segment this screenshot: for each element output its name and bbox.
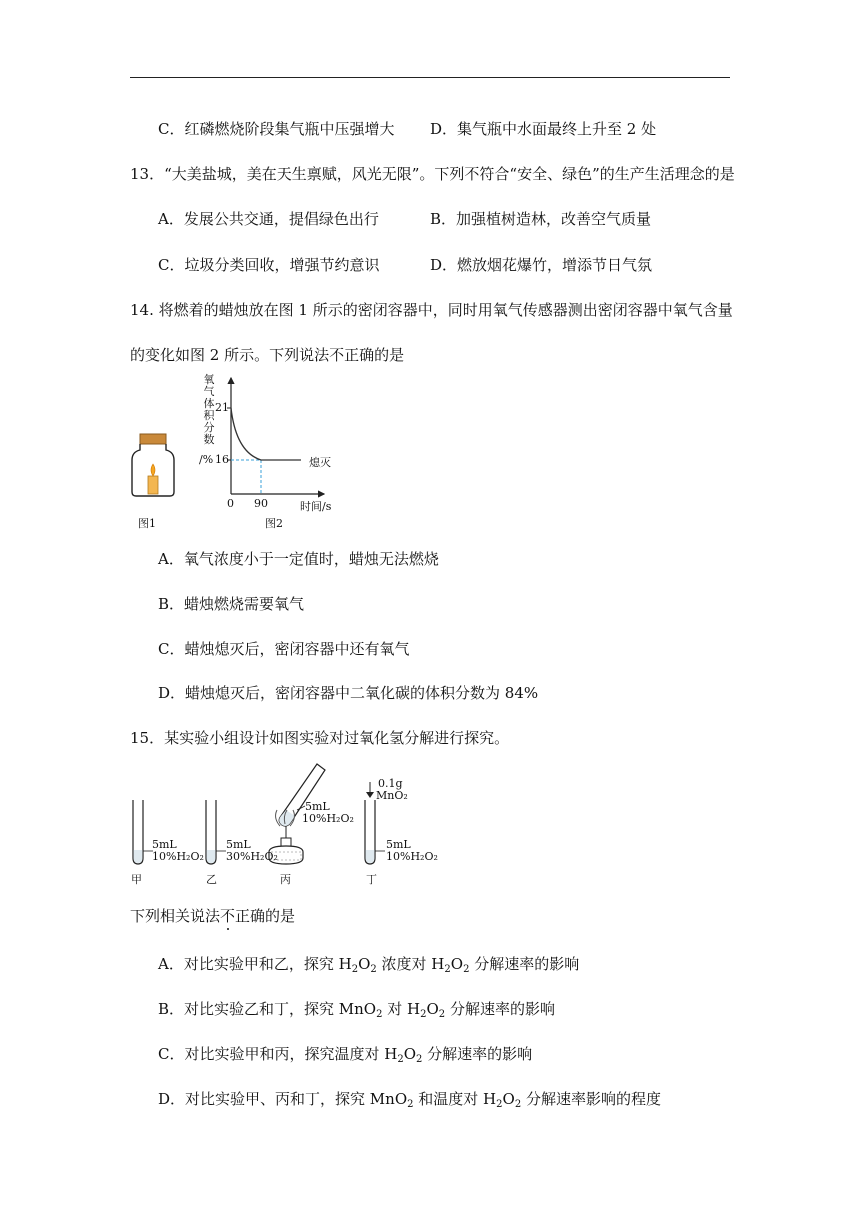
tube-jia-label: 甲 — [131, 873, 142, 886]
q13-option-c: C．垃圾分类回收，增强节约意识 — [158, 256, 380, 274]
subscript: 2 — [514, 1099, 522, 1110]
tube-bing-label: 丙 — [280, 873, 291, 886]
subscript: 2 — [496, 1099, 503, 1110]
test-tube-jia-icon — [133, 800, 153, 864]
candle-icon — [148, 476, 158, 494]
graph-y-tick-21: 21 — [215, 401, 229, 414]
q15-option-c — [158, 1043, 532, 1064]
ylabel-char: 分 — [203, 421, 215, 434]
tube-yi-conc: 30%H₂O₂ — [226, 850, 278, 863]
subscript: 2 — [397, 1054, 404, 1065]
followup-emphasis: 不 — [220, 907, 236, 925]
followup-pre: 下列相关说法 — [130, 907, 221, 925]
subscript: 2 — [376, 1009, 383, 1020]
tube-ding-conc: 10%H₂O₂ — [386, 850, 438, 863]
text: O — [502, 1090, 515, 1108]
tube-yi-vol: 5mL — [226, 838, 251, 851]
jar-cork-icon — [140, 434, 166, 444]
text: O — [358, 955, 371, 973]
text: 对 H — [382, 1000, 421, 1018]
q14-option-c: C．蜡烛熄灭后，密闭容器中还有氧气 — [158, 640, 410, 658]
text: D．对比实验甲、丙和丁，探究 MnO — [158, 1090, 408, 1108]
subscript: 2 — [444, 964, 451, 975]
text: 分解速率的影响 — [445, 1000, 555, 1018]
tube-ding-vol: 5mL — [386, 838, 411, 851]
ylabel-char: 积 — [203, 409, 215, 422]
text: 分解速率的影响 — [422, 1045, 533, 1063]
subscript: 2 — [463, 964, 470, 975]
q13-option-a: A．发展公共交通，提倡绿色出行 — [158, 210, 379, 228]
q14-stem-line2: 的变化如图 2 所示。下列说法不正确的是 — [130, 346, 405, 364]
text: 分解速率的影响 — [469, 955, 580, 973]
tube-jia-vol: 5mL — [152, 838, 177, 851]
text: 和温度对 H — [413, 1090, 497, 1108]
tube-jia-conc: 10%H₂O₂ — [152, 850, 204, 863]
graph-x-tick-90: 90 — [254, 497, 268, 510]
tube-yi-label: 乙 — [206, 873, 217, 886]
figure-2-oxygen-graph — [196, 372, 346, 512]
q13-option-b: B．加强植树造林，改善空气质量 — [430, 210, 652, 228]
tube-ding-add-mass: 0.1g — [378, 777, 403, 790]
text: B．对比实验乙和丁，探究 MnO — [158, 1000, 377, 1018]
header-rule — [130, 77, 730, 78]
flame-icon — [151, 464, 155, 476]
ylabel-char: 气 — [203, 385, 215, 398]
ylabel-char: 体 — [203, 397, 215, 410]
q12-option-c: C．红磷燃烧阶段集气瓶中压强增大 — [158, 120, 395, 138]
test-tube-yi-icon — [206, 800, 226, 864]
ylabel-char: 数 — [203, 433, 215, 446]
figure-1-label: 图1 — [138, 517, 156, 530]
q15-option-b — [158, 998, 555, 1019]
q14-option-a: A．氧气浓度小于一定值时，蜡烛无法燃烧 — [158, 550, 439, 568]
subscript: 2 — [407, 1099, 414, 1110]
figure-2-label: 图2 — [265, 517, 283, 530]
subscript: 2 — [438, 1009, 446, 1020]
tube-bing-vol: 5mL — [305, 800, 330, 813]
subscript: 2 — [420, 1009, 427, 1020]
q13-option-d: D．燃放烟花爆竹，增添节日气氛 — [430, 256, 653, 274]
text: 浓度对 H — [376, 955, 445, 973]
text: C．对比实验甲和丙，探究温度对 H — [158, 1045, 398, 1063]
q15-followup — [130, 905, 295, 926]
graph-annotation-extinguished: 熄灭 — [309, 456, 331, 469]
q14-option-b: B．蜡烛燃烧需要氧气 — [158, 595, 305, 613]
q14-stem-line1: 14. 将燃着的蜡烛放在图 1 所示的密闭容器中，同时用氧气传感器测出密闭容器中氧气含量 — [130, 301, 733, 319]
text: 分解速率影响的程度 — [521, 1090, 661, 1108]
tube-ding-label: 丁 — [366, 873, 377, 886]
tube-ding-add-name: MnO₂ — [376, 789, 408, 802]
text: O — [403, 1045, 417, 1063]
figure-1-candle-jar — [128, 430, 178, 500]
text: O — [426, 1000, 439, 1018]
graph-x-tick-0: 0 — [227, 497, 234, 510]
graph-y-tick-16: 16 — [215, 453, 229, 466]
text: A．对比实验甲和乙，探究 H — [158, 955, 352, 973]
subscript: 2 — [370, 964, 377, 975]
text: O — [450, 955, 464, 973]
q14-option-d: D．蜡烛熄灭后，密闭容器中二氧化碳的体积分数为 84% — [158, 684, 539, 702]
q15-option-a — [158, 953, 579, 974]
subscript: 2 — [416, 1054, 423, 1065]
oxygen-curve — [231, 408, 301, 460]
graph-y-unit: /% — [199, 453, 214, 466]
followup-post: 正确的是 — [235, 907, 296, 925]
tube-bing-conc: 10%H₂O₂ — [302, 812, 354, 825]
q15-stem: 15．某实验小组设计如图实验对过氧化氢分解进行探究。 — [130, 729, 510, 747]
graph-x-label: 时间/s — [300, 500, 332, 513]
q12-option-d: D．集气瓶中水面最终上升至 2 处 — [430, 120, 657, 138]
subscript: 2 — [351, 964, 359, 975]
ylabel-char: 氧 — [203, 373, 215, 386]
q13-stem: 13．“大美盐城，美在天生禀赋，风光无限”。下列不符合“安全、绿色”的生产生活理念的是 — [130, 165, 735, 183]
q15-option-d — [158, 1088, 661, 1109]
